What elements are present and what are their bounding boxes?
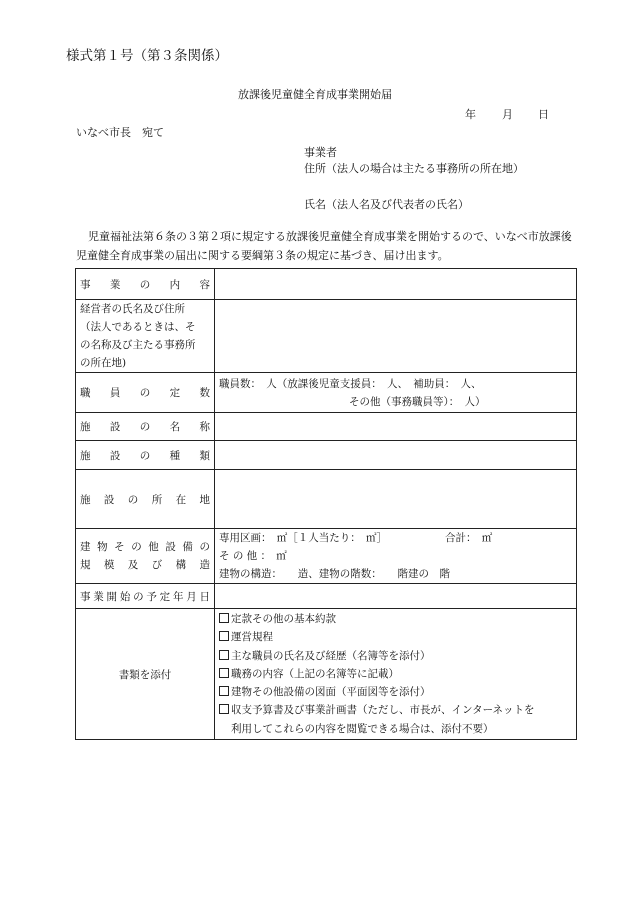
label-building-line-2: 規模及び構造 — [80, 559, 210, 571]
row-staff — [76, 373, 577, 413]
row-manager — [76, 300, 577, 373]
operator-address-label: 住所（法人の場合は主たる事務所の所在地） — [304, 162, 524, 175]
label-manager-line: （法人であるときは、そ — [80, 321, 196, 333]
document-item-label: 建物その他設備の図面（平面図等を添付） — [231, 686, 431, 699]
label-staff: 職員の定数 — [76, 373, 215, 413]
field-facility-name[interactable] — [215, 413, 577, 441]
document-item-label: 運営規程 — [231, 631, 273, 644]
field-building[interactable] — [215, 529, 577, 584]
checkbox-icon[interactable] — [219, 613, 229, 623]
document-item-label: 職務の内容（上記の名簿等に記載） — [231, 667, 399, 680]
field-business-content[interactable] — [215, 269, 577, 300]
row-facility-name — [76, 413, 577, 441]
field-facility-location[interactable] — [215, 470, 577, 529]
document-item-label: 収支予算書及び事業計画書（ただし、市長が、インターネットを — [231, 704, 535, 717]
label-business-content: 事業の内容 — [76, 269, 215, 300]
field-facility-type[interactable] — [215, 441, 577, 470]
addressee: いなべ市長 宛て — [76, 126, 164, 139]
label-facility-location: 施設の所在地 — [76, 470, 215, 529]
intro-text: 児童福祉法第６条の３第２項に規定する放課後児童健全育成事業を開始するので、いなべ市放課後児童健全育成事業の届出に関する要綱第３条の規定に基づき、届け出ます。 — [76, 230, 572, 262]
document-item[interactable] — [219, 701, 572, 719]
row-building — [76, 529, 577, 584]
building-area-line — [219, 529, 572, 547]
document-title: 放課後児童健全育成事業開始届 — [238, 88, 392, 101]
dedicated-area: 専用区画： ㎡［１人当たり： ㎡］ — [219, 532, 387, 544]
label-facility-type: 施設の種類 — [76, 441, 215, 470]
label-manager-line: 経営者の氏名及び住所 — [80, 303, 185, 315]
checkbox-icon[interactable] — [219, 686, 229, 696]
date-month-label: 月 — [502, 108, 513, 121]
document-item[interactable] — [219, 665, 572, 683]
label-manager-line: の名称及び主たる事務所 — [80, 339, 196, 351]
row-facility-location — [76, 470, 577, 529]
form-number: 様式第１号（第３条関係） — [66, 48, 228, 64]
total-area: 合計： ㎡ — [445, 532, 493, 544]
document-item[interactable] — [219, 647, 572, 665]
label-manager-line: の所在地) — [80, 357, 127, 369]
document-item[interactable] — [219, 628, 572, 646]
operator-label: 事業者 — [304, 146, 337, 159]
row-documents — [76, 609, 577, 740]
other-area: そ の 他 ： ㎡ — [219, 550, 287, 562]
date-year-label: 年 — [465, 108, 476, 121]
staff-line-1: 職員数： 人（放課後児童支援員： 人、 補助員： 人、 — [219, 377, 482, 390]
row-start-date — [76, 584, 577, 609]
document-item-continuation: 利用してこれらの内容を閲覧できる場合は、添付不要） — [231, 722, 494, 735]
checkbox-icon[interactable] — [219, 650, 229, 660]
field-documents — [215, 609, 577, 740]
label-manager — [76, 300, 215, 373]
label-start-date: 事業開始の予定年月日 — [76, 584, 215, 609]
staff-line-2: その他（事務職員等）： 人） — [349, 395, 486, 408]
label-building-line-1: 建物その他設備の — [80, 541, 210, 553]
label-building — [76, 529, 215, 584]
document-item[interactable] — [219, 610, 572, 628]
operator-name-label: 氏名（法人名及び代表者の氏名） — [304, 198, 469, 211]
document-item[interactable] — [219, 683, 572, 701]
label-facility-name: 施設の名称 — [76, 413, 215, 441]
row-facility-type — [76, 441, 577, 470]
document-item-label: 定款その他の基本約款 — [231, 613, 336, 626]
checkbox-icon[interactable] — [219, 668, 229, 678]
building-structure: 建物の構造： 造、建物の階数： 階建の 階 — [219, 568, 450, 580]
checkbox-icon[interactable] — [219, 704, 229, 714]
intro-paragraph — [76, 228, 576, 265]
field-start-date[interactable] — [215, 584, 577, 609]
application-table — [75, 268, 577, 740]
field-staff[interactable] — [215, 373, 577, 413]
checkbox-icon[interactable] — [219, 631, 229, 641]
document-item-label: 主な職員の氏名及び経歴（名簿等を添付） — [231, 649, 431, 662]
field-manager[interactable] — [215, 300, 577, 373]
row-business-content — [76, 269, 577, 300]
label-documents: 書類を添付 — [76, 609, 215, 740]
date-day-label: 日 — [538, 108, 549, 121]
